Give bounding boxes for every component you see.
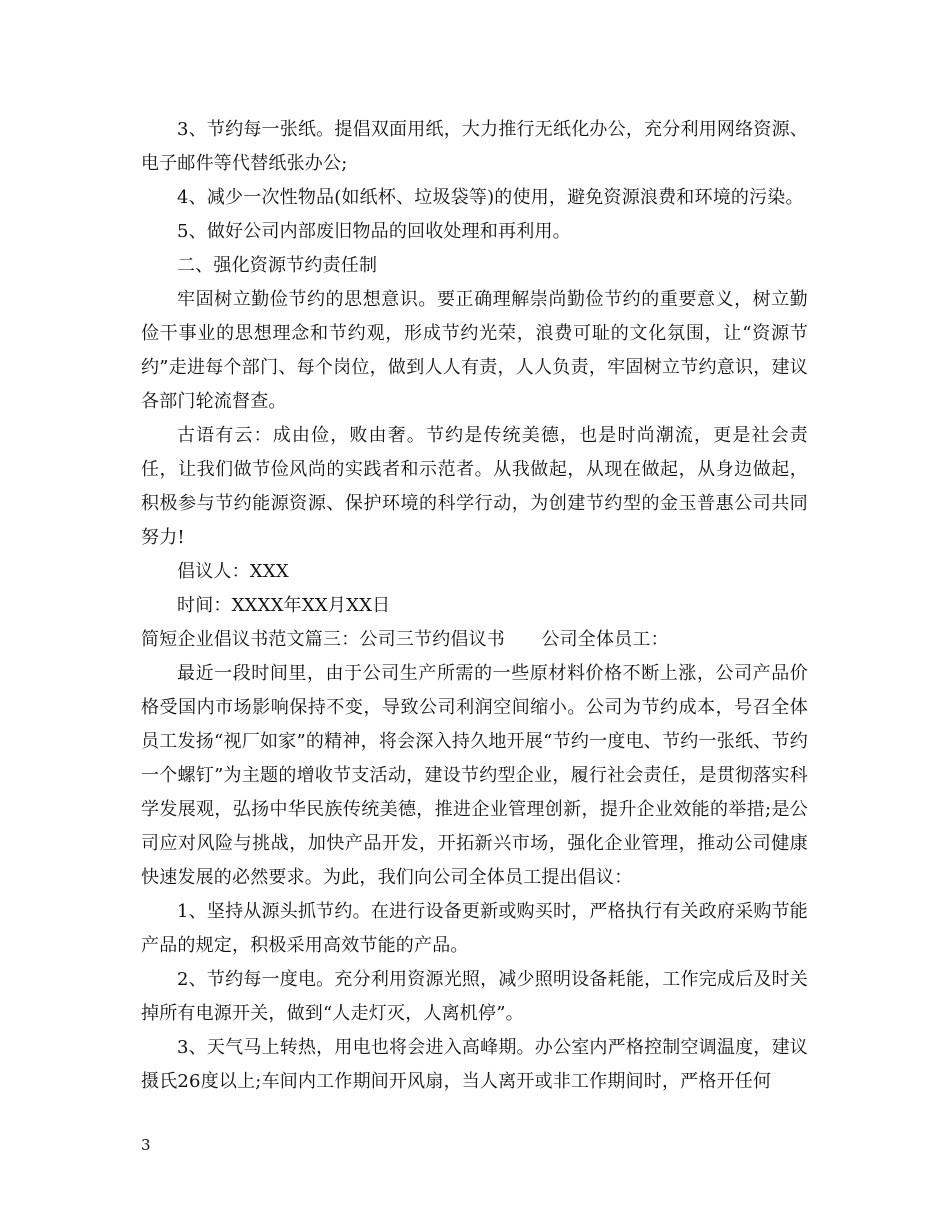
paragraph-proverb: 古语有云：成由俭，败由奢。节约是传统美德，也是时尚潮流，更是社会责任，让我们做节俭风尚的实践者和示范者。从我做起，从现在做起，从身边做起，积极参与节约能源资源、保护环境的科学行动，为创建节约型的金玉普惠公司共同努力! [141, 425, 808, 548]
initiator-line: 倡议人：XXX [177, 561, 289, 582]
paragraph-item-4: 4、减少一次性物品(如纸杯、垃圾袋等)的使用，避免资源浪费和环境的污染。 [177, 187, 804, 208]
paragraph-item-5: 5、做好公司内部废旧物品的回收处理和再利用。 [177, 221, 571, 242]
document-body [141, 113, 808, 1099]
article-title-line: 简短企业倡议书范文篇三：公司三节约倡议书 公司全体员工： [141, 629, 669, 650]
section-heading: 二、强化资源节约责任制 [177, 255, 378, 276]
paragraph-item-1: 1、坚持从源头抓节约。在进行设备更新或购买时，严格执行有关政府采购节能产品的规定，积极采用高效节能的产品。 [141, 901, 808, 956]
paragraph-item-3b: 3、天气马上转热，用电也将会进入高峰期。办公室内严格控制空调温度，建议摄氏26度以上;车间内工作期间开风扇，当人离开或非工作期间时，严格开任何 [141, 1037, 808, 1092]
date-line: 时间：XXXX年XX月XX日 [177, 595, 391, 616]
paragraph-awareness: 牢固树立勤俭节约的思想意识。要正确理解崇尚勤俭节约的重要意义，树立勤俭干事业的思想理念和节约观，形成节约光荣，浪费可耻的文化氛围，让“资源节约”走进每个部门、每个岗位，做到人人有责，人人负责，牢固树立节约意识，建议各部门轮流督查。 [141, 289, 808, 412]
paragraph-item-3: 3、节约每一张纸。提倡双面用纸，大力推行无纸化办公，充分利用网络资源、电子邮件等代替纸张办公; [141, 119, 808, 174]
paragraph-item-2: 2、节约每一度电。充分利用资源光照，减少照明设备耗能，工作完成后及时关掉所有电源开关，做到“人走灯灭，人离机停”。 [141, 969, 808, 1024]
paragraph-intro: 最近一段时间里，由于公司生产所需的一些原材料价格不断上涨，公司产品价格受国内市场影响保持不变，导致公司利润空间缩小。公司为节约成本，号召全体员工发扬“视厂如家”的精神，将会深入持久地开展“节约一度电、节约一张纸、节约一个螺钉”为主题的增收节支活动，建设节约型企业，履行社会责任，是贯彻落实科学发展观，弘扬中华民族传统美德，推进企业管理创新，提升企业效能的举措;是公司应对风险与挑战，加快产品开发，开拓新兴市场，强化企业管理，推动公司健康快速发展的必然要求。为此，我们向公司全体员工提出倡议： [141, 663, 808, 888]
page-number: 3 [141, 1136, 151, 1154]
